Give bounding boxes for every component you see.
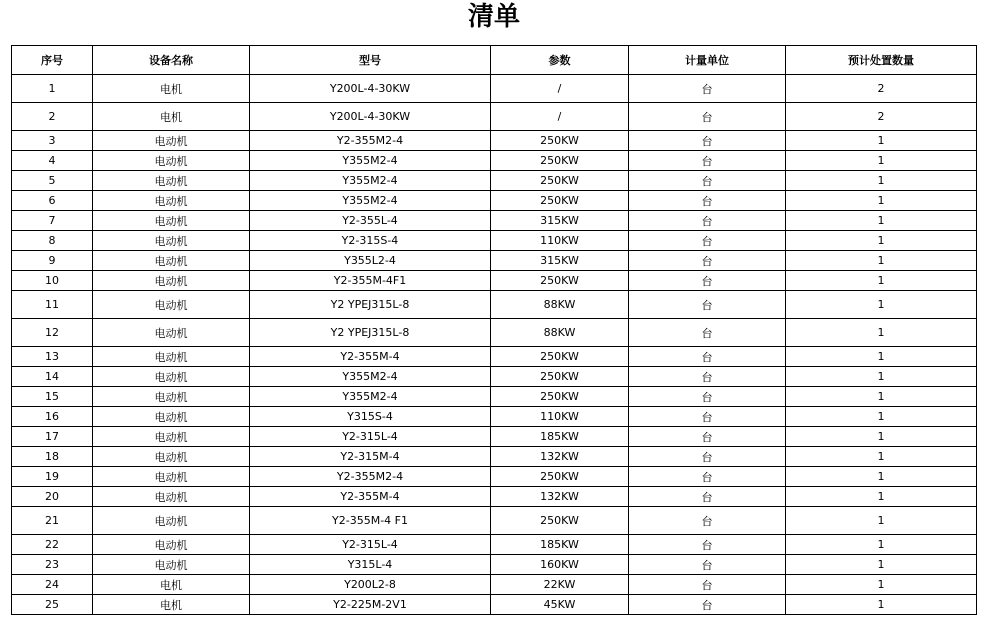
cell-unit: 台	[629, 427, 786, 447]
table-row	[12, 103, 977, 131]
cell-parameter: 315KW	[491, 211, 629, 231]
cell-model: Y355M2-4	[250, 151, 491, 171]
cell-device-name: 电机	[93, 103, 250, 131]
table-row	[12, 487, 977, 507]
cell-parameter: 88KW	[491, 319, 629, 347]
cell-parameter: 250KW	[491, 191, 629, 211]
cell-serial-no: 18	[12, 447, 93, 467]
cell-parameter: 250KW	[491, 171, 629, 191]
cell-quantity: 1	[786, 347, 977, 367]
cell-parameter: 185KW	[491, 427, 629, 447]
cell-model: Y2-355M2-4	[250, 467, 491, 487]
cell-unit: 台	[629, 407, 786, 427]
cell-serial-no: 14	[12, 367, 93, 387]
cell-device-name: 电动机	[93, 447, 250, 467]
table-row	[12, 367, 977, 387]
cell-device-name: 电动机	[93, 535, 250, 555]
cell-parameter: 22KW	[491, 575, 629, 595]
table-row	[12, 271, 977, 291]
table-row	[12, 427, 977, 447]
cell-serial-no: 20	[12, 487, 93, 507]
cell-parameter: 110KW	[491, 407, 629, 427]
table-row	[12, 171, 977, 191]
cell-parameter: 250KW	[491, 367, 629, 387]
cell-quantity: 1	[786, 367, 977, 387]
cell-model: Y2-315S-4	[250, 231, 491, 251]
cell-serial-no: 7	[12, 211, 93, 231]
cell-device-name: 电动机	[93, 555, 250, 575]
cell-quantity: 1	[786, 271, 977, 291]
cell-serial-no: 11	[12, 291, 93, 319]
cell-quantity: 1	[786, 211, 977, 231]
cell-unit: 台	[629, 271, 786, 291]
cell-model: Y2-315L-4	[250, 535, 491, 555]
table-row	[12, 447, 977, 467]
cell-model: Y2-355M-4 F1	[250, 507, 491, 535]
cell-parameter: 132KW	[491, 487, 629, 507]
page-title: 清单	[467, 2, 520, 32]
cell-parameter: /	[491, 75, 629, 103]
cell-serial-no: 12	[12, 319, 93, 347]
cell-model: Y2 YPEJ315L-8	[250, 319, 491, 347]
cell-device-name: 电动机	[93, 507, 250, 535]
cell-model: Y2-315M-4	[250, 447, 491, 467]
cell-model: Y200L2-8	[250, 575, 491, 595]
cell-unit: 台	[629, 507, 786, 535]
cell-unit: 台	[629, 487, 786, 507]
cell-model: Y2-355M-4	[250, 487, 491, 507]
cell-parameter: 110KW	[491, 231, 629, 251]
cell-serial-no: 4	[12, 151, 93, 171]
cell-quantity: 1	[786, 171, 977, 191]
cell-unit: 台	[629, 595, 786, 615]
cell-device-name: 电动机	[93, 211, 250, 231]
cell-parameter: 250KW	[491, 387, 629, 407]
table-row	[12, 467, 977, 487]
table-row	[12, 191, 977, 211]
cell-quantity: 1	[786, 251, 977, 271]
table-row	[12, 131, 977, 151]
cell-model: Y2 YPEJ315L-8	[250, 291, 491, 319]
cell-device-name: 电动机	[93, 291, 250, 319]
cell-parameter: 250KW	[491, 507, 629, 535]
cell-parameter: 132KW	[491, 447, 629, 467]
cell-device-name: 电动机	[93, 467, 250, 487]
cell-serial-no: 13	[12, 347, 93, 367]
cell-quantity: 1	[786, 231, 977, 251]
cell-quantity: 1	[786, 191, 977, 211]
table-row	[12, 231, 977, 251]
cell-model: Y355M2-4	[250, 171, 491, 191]
cell-unit: 台	[629, 535, 786, 555]
cell-quantity: 1	[786, 467, 977, 487]
cell-serial-no: 21	[12, 507, 93, 535]
header-parameter: 参数	[491, 46, 629, 75]
cell-unit: 台	[629, 131, 786, 151]
cell-unit: 台	[629, 291, 786, 319]
cell-model: Y200L-4-30KW	[250, 103, 491, 131]
cell-parameter: 185KW	[491, 535, 629, 555]
cell-serial-no: 9	[12, 251, 93, 271]
cell-model: Y2-315L-4	[250, 427, 491, 447]
cell-device-name: 电动机	[93, 347, 250, 367]
cell-quantity: 1	[786, 595, 977, 615]
cell-unit: 台	[629, 467, 786, 487]
cell-serial-no: 8	[12, 231, 93, 251]
cell-parameter: 160KW	[491, 555, 629, 575]
cell-model: Y200L-4-30KW	[250, 75, 491, 103]
table-row	[12, 387, 977, 407]
table-row	[12, 575, 977, 595]
table-row	[12, 291, 977, 319]
cell-quantity: 1	[786, 555, 977, 575]
cell-quantity: 1	[786, 131, 977, 151]
header-quantity: 预计处置数量	[786, 46, 977, 75]
cell-parameter: /	[491, 103, 629, 131]
cell-quantity: 1	[786, 319, 977, 347]
cell-model: Y2-355M-4	[250, 347, 491, 367]
cell-device-name: 电动机	[93, 151, 250, 171]
cell-serial-no: 24	[12, 575, 93, 595]
cell-device-name: 电动机	[93, 271, 250, 291]
cell-unit: 台	[629, 151, 786, 171]
cell-model: Y2-225M-2V1	[250, 595, 491, 615]
cell-device-name: 电机	[93, 595, 250, 615]
table-row	[12, 75, 977, 103]
cell-quantity: 1	[786, 407, 977, 427]
cell-device-name: 电动机	[93, 191, 250, 211]
table-row	[12, 347, 977, 367]
table-body	[12, 75, 977, 615]
cell-unit: 台	[629, 171, 786, 191]
cell-serial-no: 25	[12, 595, 93, 615]
cell-device-name: 电动机	[93, 427, 250, 447]
cell-device-name: 电动机	[93, 387, 250, 407]
cell-serial-no: 23	[12, 555, 93, 575]
table-row	[12, 211, 977, 231]
cell-model: Y2-355L-4	[250, 211, 491, 231]
cell-parameter: 250KW	[491, 131, 629, 151]
table-header-row	[12, 46, 977, 75]
cell-unit: 台	[629, 103, 786, 131]
cell-unit: 台	[629, 447, 786, 467]
table-row	[12, 535, 977, 555]
cell-device-name: 电动机	[93, 131, 250, 151]
cell-serial-no: 15	[12, 387, 93, 407]
cell-serial-no: 3	[12, 131, 93, 151]
cell-unit: 台	[629, 555, 786, 575]
cell-serial-no: 10	[12, 271, 93, 291]
cell-model: Y355L2-4	[250, 251, 491, 271]
table-row	[12, 407, 977, 427]
cell-unit: 台	[629, 575, 786, 595]
cell-device-name: 电动机	[93, 487, 250, 507]
cell-parameter: 250KW	[491, 347, 629, 367]
cell-device-name: 电动机	[93, 407, 250, 427]
cell-device-name: 电动机	[93, 231, 250, 251]
cell-serial-no: 5	[12, 171, 93, 191]
cell-unit: 台	[629, 319, 786, 347]
cell-parameter: 250KW	[491, 467, 629, 487]
cell-parameter: 250KW	[491, 271, 629, 291]
cell-quantity: 1	[786, 151, 977, 171]
cell-model: Y315L-4	[250, 555, 491, 575]
table-row	[12, 151, 977, 171]
cell-quantity: 1	[786, 507, 977, 535]
cell-quantity: 2	[786, 103, 977, 131]
cell-device-name: 电机	[93, 575, 250, 595]
cell-parameter: 250KW	[491, 151, 629, 171]
table-row	[12, 555, 977, 575]
cell-device-name: 电机	[93, 75, 250, 103]
cell-serial-no: 1	[12, 75, 93, 103]
inventory-table	[11, 45, 977, 615]
cell-serial-no: 19	[12, 467, 93, 487]
cell-serial-no: 17	[12, 427, 93, 447]
cell-parameter: 88KW	[491, 291, 629, 319]
cell-quantity: 1	[786, 447, 977, 467]
cell-parameter: 315KW	[491, 251, 629, 271]
cell-quantity: 1	[786, 427, 977, 447]
cell-unit: 台	[629, 231, 786, 251]
cell-serial-no: 16	[12, 407, 93, 427]
cell-unit: 台	[629, 251, 786, 271]
table-row	[12, 319, 977, 347]
cell-serial-no: 2	[12, 103, 93, 131]
cell-model: Y355M2-4	[250, 191, 491, 211]
cell-unit: 台	[629, 191, 786, 211]
cell-model: Y2-355M2-4	[250, 131, 491, 151]
cell-quantity: 1	[786, 387, 977, 407]
cell-model: Y2-355M-4F1	[250, 271, 491, 291]
cell-quantity: 1	[786, 487, 977, 507]
cell-device-name: 电动机	[93, 367, 250, 387]
cell-quantity: 1	[786, 535, 977, 555]
cell-unit: 台	[629, 347, 786, 367]
cell-quantity: 1	[786, 575, 977, 595]
header-serial-no: 序号	[12, 46, 93, 75]
cell-device-name: 电动机	[93, 251, 250, 271]
cell-unit: 台	[629, 367, 786, 387]
cell-parameter: 45KW	[491, 595, 629, 615]
cell-unit: 台	[629, 387, 786, 407]
header-device-name: 设备名称	[93, 46, 250, 75]
cell-serial-no: 6	[12, 191, 93, 211]
cell-model: Y355M2-4	[250, 387, 491, 407]
table-row	[12, 507, 977, 535]
cell-quantity: 2	[786, 75, 977, 103]
table-row	[12, 251, 977, 271]
header-model: 型号	[250, 46, 491, 75]
cell-quantity: 1	[786, 291, 977, 319]
cell-model: Y355M2-4	[250, 367, 491, 387]
cell-model: Y315S-4	[250, 407, 491, 427]
cell-unit: 台	[629, 211, 786, 231]
table-row	[12, 595, 977, 615]
header-unit: 计量单位	[629, 46, 786, 75]
cell-unit: 台	[629, 75, 786, 103]
cell-serial-no: 22	[12, 535, 93, 555]
cell-device-name: 电动机	[93, 171, 250, 191]
cell-device-name: 电动机	[93, 319, 250, 347]
